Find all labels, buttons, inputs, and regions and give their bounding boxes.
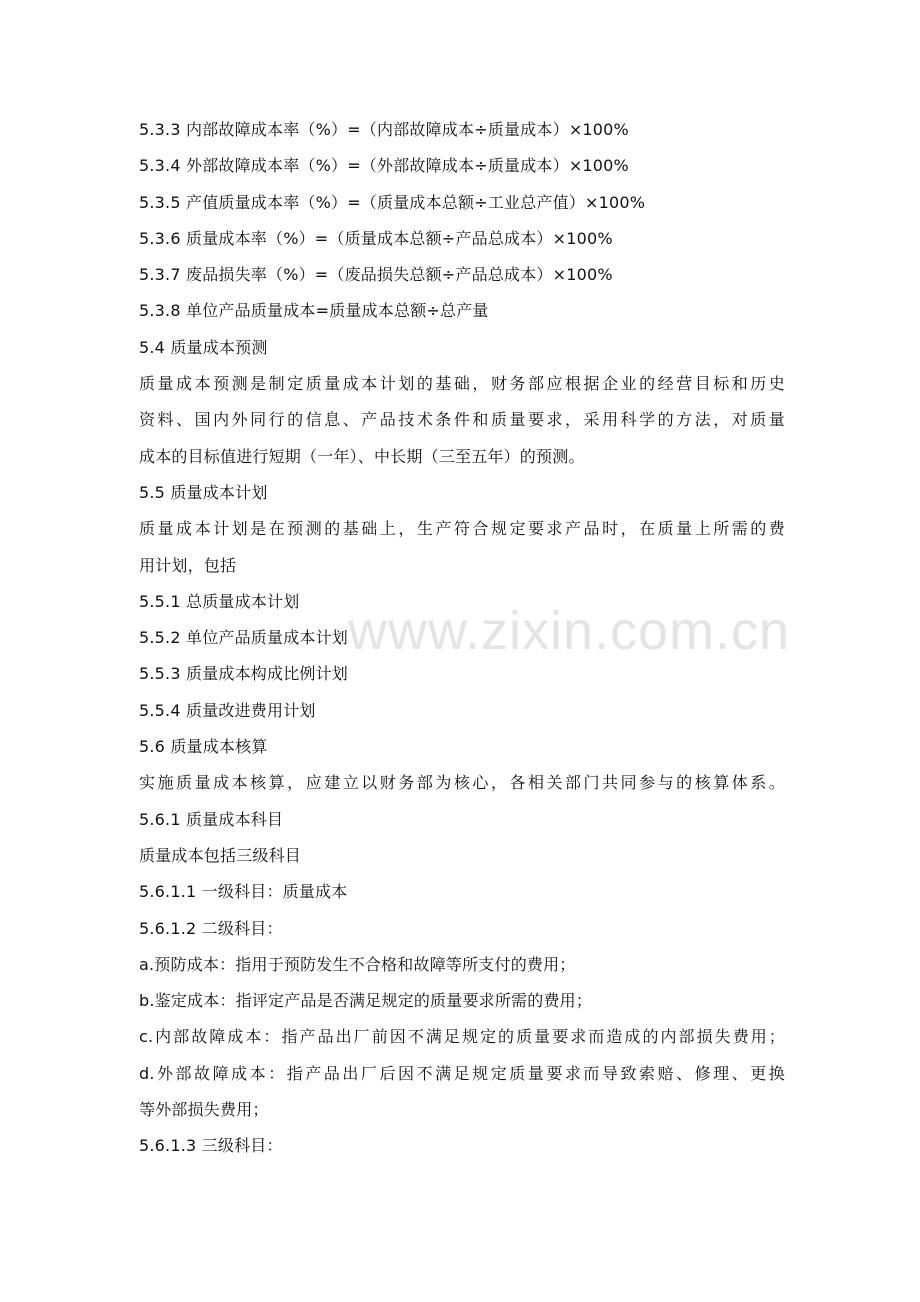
paragraph-line: 质量成本预测是制定质量成本计划的基础，财务部应根据企业的经营目标和历史	[139, 374, 785, 394]
formula-external-failure-rate: 5.3.4 外部故障成本率（%）=（外部故障成本÷质量成本）×100%	[139, 156, 629, 176]
paragraph-line: 资料、国内外同行的信息、产品技术条件和质量要求，采用科学的方法，对质量	[139, 410, 785, 430]
list-item-continuation: 等外部损失费用；	[139, 1100, 269, 1120]
list-item: 5.5.2 单位产品质量成本计划	[139, 628, 348, 648]
list-item: d.外部故障成本：指产品出厂后因不满足规定质量要求而导致索赔、修理、更换	[139, 1063, 785, 1083]
list-item: b.鉴定成本：指评定产品是否满足规定的质量要求所需的费用；	[139, 991, 593, 1011]
section-heading-plan: 5.5 质量成本计划	[139, 482, 268, 502]
formula-output-quality-cost-rate: 5.3.5 产值质量成本率（%）=（质量成本总额÷工业总产值）×100%	[139, 192, 646, 212]
subsection-heading: 5.6.1 质量成本科目	[139, 809, 284, 829]
paragraph-line: 质量成本包括三级科目	[139, 845, 302, 865]
list-item: 5.6.1.2 二级科目：	[139, 918, 283, 938]
list-item: 5.5.4 质量改进费用计划	[139, 700, 316, 720]
document-body	[139, 112, 785, 1165]
paragraph-line: 成本的目标值进行短期（一年）、中长期（三至五年）的预测。	[139, 446, 585, 466]
paragraph-line: 用计划，包括	[139, 555, 237, 575]
list-item: 5.6.1.1 一级科目：质量成本	[139, 882, 348, 902]
paragraph-line: 实施质量成本核算，应建立以财务部为核心，各相关部门共同参与的核算体系。	[139, 773, 785, 793]
formula-unit-quality-cost: 5.3.8 单位产品质量成本=质量成本总额÷总产量	[139, 301, 489, 321]
list-item: 5.5.1 总质量成本计划	[139, 591, 300, 611]
list-item: 5.6.1.3 三级科目：	[139, 1136, 283, 1156]
paragraph-line: 质量成本计划是在预测的基础上，生产符合规定要求产品时，在质量上所需的费	[139, 519, 785, 539]
formula-internal-failure-rate: 5.3.3 内部故障成本率（%）=（内部故障成本÷质量成本）×100%	[139, 120, 629, 139]
list-item: a.预防成本：指用于预防发生不合格和故障等所支付的费用；	[139, 954, 576, 974]
formula-scrap-loss-rate: 5.3.7 废品损失率（%）=（废品损失总额÷产品总成本）×100%	[139, 265, 613, 285]
watermark: www.zixin.com.cn	[348, 601, 791, 661]
section-heading-forecast: 5.4 质量成本预测	[139, 337, 268, 357]
formula-quality-cost-rate: 5.3.6 质量成本率（%）=（质量成本总额÷产品总成本）×100%	[139, 228, 613, 248]
list-item: 5.5.3 质量成本构成比例计划	[139, 664, 348, 684]
list-item: c.内部故障成本：指产品出厂前因不满足规定的质量要求而造成的内部损失费用；	[139, 1027, 785, 1047]
section-heading-accounting: 5.6 质量成本核算	[139, 737, 268, 757]
